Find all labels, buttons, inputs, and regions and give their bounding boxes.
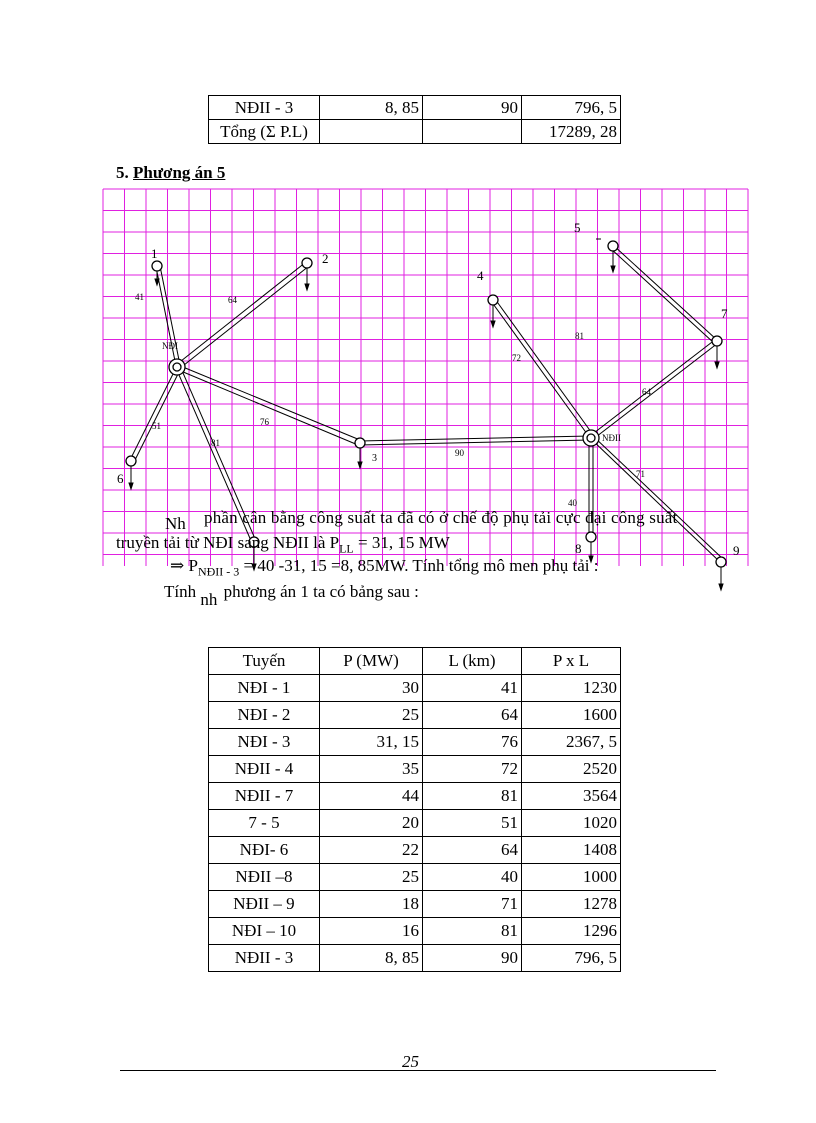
paragraph-text: = 31, 15 MW — [353, 533, 450, 552]
table-cell: 1000 — [522, 864, 621, 891]
page-number: 25 — [402, 1052, 419, 1071]
table-cell: 8, 85 — [320, 96, 423, 120]
table-cell: NĐII - 4 — [209, 756, 320, 783]
table-cell: 17289, 28 — [522, 120, 621, 144]
table-row — [209, 783, 621, 810]
node-9-label: 9 — [733, 543, 740, 558]
table-cell: 20 — [320, 810, 423, 837]
paragraph-prefix: Nh — [165, 514, 186, 533]
line-length-label: 76 — [260, 417, 269, 427]
line-length-label: 40 — [568, 498, 577, 508]
paragraph-line-4 — [164, 582, 419, 610]
line-length-label: 41 — [135, 292, 144, 302]
column-header: P x L — [522, 648, 621, 675]
table-cell: 71 — [423, 891, 522, 918]
table-row — [209, 945, 621, 972]
node-8-label: 8 — [575, 541, 582, 556]
table-cell: 796, 5 — [522, 945, 621, 972]
table-cell: 72 — [423, 756, 522, 783]
paragraph-line-1 — [165, 514, 186, 534]
main-data-table — [208, 647, 621, 972]
table-cell: 90 — [423, 945, 522, 972]
table-cell: NĐII - 3 — [209, 945, 320, 972]
column-header: Tuyến — [209, 648, 320, 675]
table-cell: NĐI- 6 — [209, 837, 320, 864]
subscript: LL — [339, 541, 354, 556]
table-header-row — [209, 648, 621, 675]
table-cell: NĐII - 3 — [209, 96, 320, 120]
table-cell: 51 — [423, 810, 522, 837]
paragraph-line-2 — [116, 533, 450, 556]
table-cell: 2520 — [522, 756, 621, 783]
table-row — [209, 891, 621, 918]
plant-ndii-label: NĐII — [602, 433, 621, 443]
table-cell: 7 - 5 — [209, 810, 320, 837]
subscript: NĐII - 3 — [197, 564, 240, 579]
line-length-label: 81 — [575, 331, 584, 341]
table-cell: 1278 — [522, 891, 621, 918]
table-cell: 18 — [320, 891, 423, 918]
section-number: 5. — [116, 163, 129, 182]
table-cell: NĐI – 10 — [209, 918, 320, 945]
node-5-label: 5 — [574, 220, 581, 235]
table-cell: NĐII - 7 — [209, 783, 320, 810]
line-length-label: 81 — [211, 438, 220, 448]
paragraph-line-1-text: phần cân bằng công suất ta đã có ở chế độ phụ tải cực đại công suất — [204, 508, 678, 527]
paragraph-text: = 40 -31, 15 =8, 85MW. Tính tổng mô men phụ tải : — [239, 556, 599, 575]
node-4-marker — [488, 295, 498, 305]
plant-ndi-label: NĐI — [162, 341, 178, 351]
line-length-label: 51 — [152, 421, 161, 431]
subscript: nh — [200, 590, 218, 610]
table-cell: 76 — [423, 729, 522, 756]
node-5-marker — [608, 241, 618, 251]
table-cell: NĐI - 2 — [209, 702, 320, 729]
node-7-marker — [712, 336, 722, 346]
paragraph-text: truyền tải từ NĐI sang NĐII là P — [116, 533, 340, 552]
table-cell: 25 — [320, 702, 423, 729]
node-4-label: 4 — [477, 268, 484, 283]
line-length-label: 71 — [636, 469, 645, 479]
table-cell: 64 — [423, 702, 522, 729]
table-cell: 30 — [320, 675, 423, 702]
table-cell: 2367, 5 — [522, 729, 621, 756]
table-cell: 25 — [320, 864, 423, 891]
table-cell: 35 — [320, 756, 423, 783]
node-3-marker — [355, 438, 365, 448]
section-heading: Phương án 5 — [133, 163, 226, 182]
node-2-marker — [302, 258, 312, 268]
node-8-marker — [586, 532, 596, 542]
line-length-label: 90 — [455, 448, 464, 458]
table-cell: NĐI - 3 — [209, 729, 320, 756]
node-1-label: 1 — [151, 246, 158, 261]
plant-ndii-inner — [587, 434, 595, 442]
table-cell: 22 — [320, 837, 423, 864]
paragraph-text: ⇒ P — [170, 556, 198, 575]
node-3-label: 3 — [372, 453, 377, 464]
plant-ndi-inner — [173, 363, 181, 371]
node-9-marker — [716, 557, 726, 567]
column-header: L (km) — [423, 648, 522, 675]
line-length-label: 72 — [512, 353, 521, 363]
table-row — [209, 810, 621, 837]
node-6-marker — [126, 456, 136, 466]
node-1-marker — [152, 261, 162, 271]
table-row — [209, 756, 621, 783]
table-cell: 31, 15 — [320, 729, 423, 756]
line-length-label: 64 — [228, 295, 237, 305]
table-cell: 16 — [320, 918, 423, 945]
table-cell: Tổng (Σ P.L) — [209, 120, 320, 144]
paragraph-line-3 — [170, 556, 598, 579]
table-cell: 41 — [423, 675, 522, 702]
table-cell: 796, 5 — [522, 96, 621, 120]
column-header: P (MW) — [320, 648, 423, 675]
table-cell: NĐII –8 — [209, 864, 320, 891]
footer-rule — [120, 1070, 716, 1071]
table-cell: 44 — [320, 783, 423, 810]
line-length-label: 64 — [642, 387, 651, 397]
table-cell: NĐII – 9 — [209, 891, 320, 918]
table-cell: NĐI - 1 — [209, 675, 320, 702]
table-cell: 64 — [423, 837, 522, 864]
table-cell: 40 — [423, 864, 522, 891]
paragraph-text: phương án 1 ta có bảng sau : — [223, 582, 419, 601]
table-row — [209, 675, 621, 702]
table-cell: 8, 85 — [320, 945, 423, 972]
table-cell: 81 — [423, 918, 522, 945]
table-row — [209, 702, 621, 729]
paragraph-text: Tính — [164, 582, 197, 601]
node-2-label: 2 — [322, 251, 329, 266]
table-cell: 1600 — [522, 702, 621, 729]
table-cell: 1296 — [522, 918, 621, 945]
table-cell: 90 — [423, 96, 522, 120]
node-6-label: 6 — [117, 471, 124, 486]
table-cell: 1230 — [522, 675, 621, 702]
table-row — [209, 729, 621, 756]
table-cell: 1020 — [522, 810, 621, 837]
table-cell: 3564 — [522, 783, 621, 810]
table-cell: 81 — [423, 783, 522, 810]
table-row — [209, 864, 621, 891]
node-7-label: 7 — [721, 306, 728, 321]
table-row — [209, 837, 621, 864]
table-row — [209, 918, 621, 945]
table-cell: 1408 — [522, 837, 621, 864]
